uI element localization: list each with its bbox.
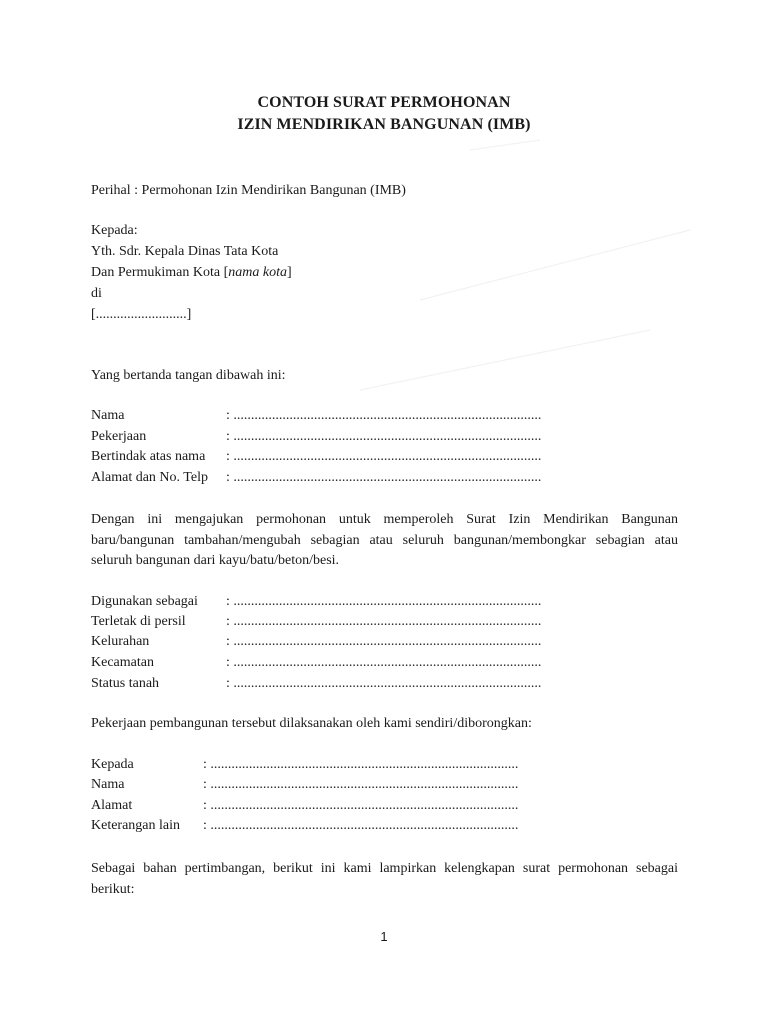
- field-label: Terletak di persil: [91, 614, 186, 629]
- field-label: Alamat dan No. Telp: [91, 470, 208, 485]
- kepada-label: Kepada:: [91, 223, 138, 238]
- field-value: : ........................................................................................: [226, 429, 542, 444]
- field-label: Digunakan sebagai: [91, 594, 198, 609]
- closing-paragraph: Sebagai bahan pertimbangan, berikut ini kami lampirkan kelengkapan surat permohonan sebagai berikut:: [91, 861, 678, 897]
- field-label: Nama: [91, 777, 125, 792]
- field-value: : ........................................................................................: [226, 449, 542, 464]
- document-title-line-1: CONTOH SURAT PERMOHONAN: [257, 94, 511, 111]
- field-value: : ........................................................................................: [203, 798, 519, 813]
- perihal-line: Perihal : Permohonan Izin Mendirikan Bangunan (IMB): [91, 183, 406, 198]
- field-value: : ........................................................................................: [203, 757, 519, 772]
- field-label: Alamat: [91, 798, 133, 813]
- request-paragraph: Dengan ini mengajukan permohonan untuk memperoleh Surat Izin Mendirikan Bangunan baru/bangunan tambahan/mengubah sebagian atau seluruh bangunan/membongkar sebagian atau seluruh bangunan dari kayu/batu/beton/besi.: [91, 512, 678, 569]
- field-label: Bertindak atas nama: [91, 449, 206, 464]
- field-value: : ........................................................................................: [226, 655, 542, 670]
- field-label: Nama: [91, 408, 125, 423]
- page-number: 1: [380, 929, 388, 944]
- nama-kota-placeholder: nama kota: [228, 265, 287, 280]
- field-value: : ........................................................................................: [226, 470, 542, 485]
- document-title-line-2: IZIN MENDIRIKAN BANGUNAN (IMB): [237, 116, 531, 133]
- recipient-title: Yth. Sdr. Kepala Dinas Tata Kota: [91, 244, 279, 259]
- address-blank: [..........................]: [91, 307, 192, 322]
- field-label: Pekerjaan: [91, 429, 147, 444]
- field-label: Keterangan lain: [91, 818, 181, 833]
- field-value: : ........................................................................................: [226, 614, 542, 629]
- recipient-office-prefix: Dan Permukiman Kota [: [91, 265, 229, 280]
- field-value: : ........................................................................................: [226, 408, 542, 423]
- field-value: : ........................................................................................: [226, 676, 542, 691]
- field-label: Kelurahan: [91, 634, 150, 649]
- di-label: di: [91, 286, 102, 301]
- recipient-office: [91, 265, 292, 281]
- recipient-office-suffix: ]: [286, 265, 292, 280]
- intro-line: Yang bertanda tangan dibawah ini:: [91, 368, 286, 383]
- field-label: Status tanah: [91, 676, 160, 691]
- field-value: : ........................................................................................: [226, 634, 542, 649]
- field-value: : ........................................................................................: [203, 818, 519, 833]
- field-value: : ........................................................................................: [226, 594, 542, 609]
- field-value: : ........................................................................................: [203, 777, 519, 792]
- field-label: Kepada: [91, 757, 134, 772]
- contractor-intro: Pekerjaan pembangunan tersebut dilaksanakan oleh kami sendiri/diborongkan:: [91, 716, 532, 731]
- field-label: Kecamatan: [91, 655, 154, 670]
